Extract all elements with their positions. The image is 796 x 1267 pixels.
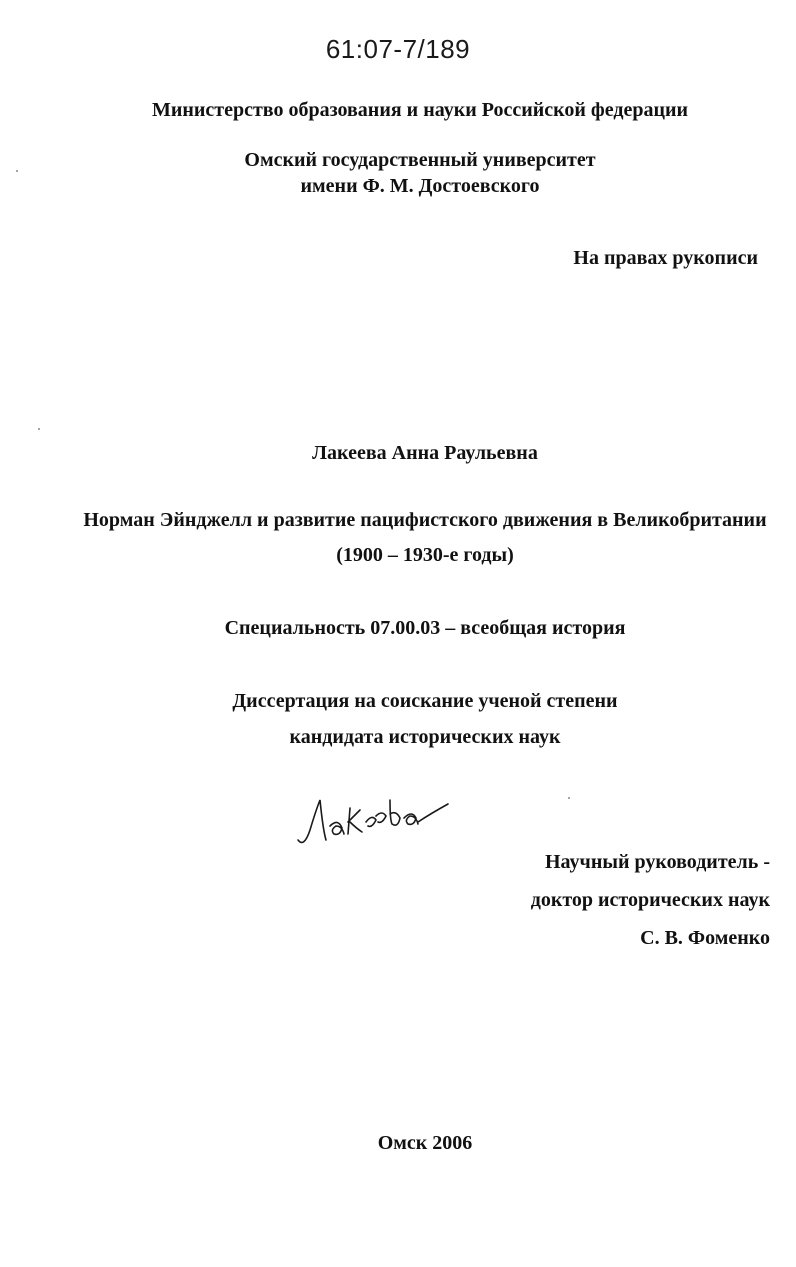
scan-speck: [568, 797, 570, 799]
university-name: Омский государственный университет: [244, 149, 596, 171]
thesis-title-period: (1900 – 1930-е годы): [336, 544, 514, 566]
degree-line: Диссертация на соискание ученой степени: [232, 690, 618, 712]
degree-level: кандидата исторических наук: [289, 726, 561, 748]
scan-speck: [38, 428, 40, 430]
scan-speck: [16, 170, 18, 172]
manuscript-rights-note: На правах рукописи: [573, 247, 758, 269]
author-name: Лакеева Анна Раульевна: [312, 442, 538, 464]
supervisor-label: Научный руководитель -: [545, 851, 770, 873]
university-dedication: имени Ф. М. Достоевского: [300, 175, 540, 197]
author-signature: [290, 770, 470, 860]
ministry-heading: Министерство образования и науки Российской федерации: [151, 99, 689, 121]
place-and-year: Омск 2006: [377, 1132, 473, 1154]
thesis-title: Норман Эйнджелл и развитие пацифистского движения в Великобритании: [83, 509, 767, 531]
supervisor-degree: доктор исторических наук: [530, 889, 770, 911]
supervisor-name: С. В. Фоменко: [640, 927, 770, 949]
specialty-line: Специальность 07.00.03 – всеобщая история: [224, 617, 626, 639]
shelfmark: 61:07-7/189: [325, 34, 471, 64]
supervisor-block: [531, 843, 770, 957]
